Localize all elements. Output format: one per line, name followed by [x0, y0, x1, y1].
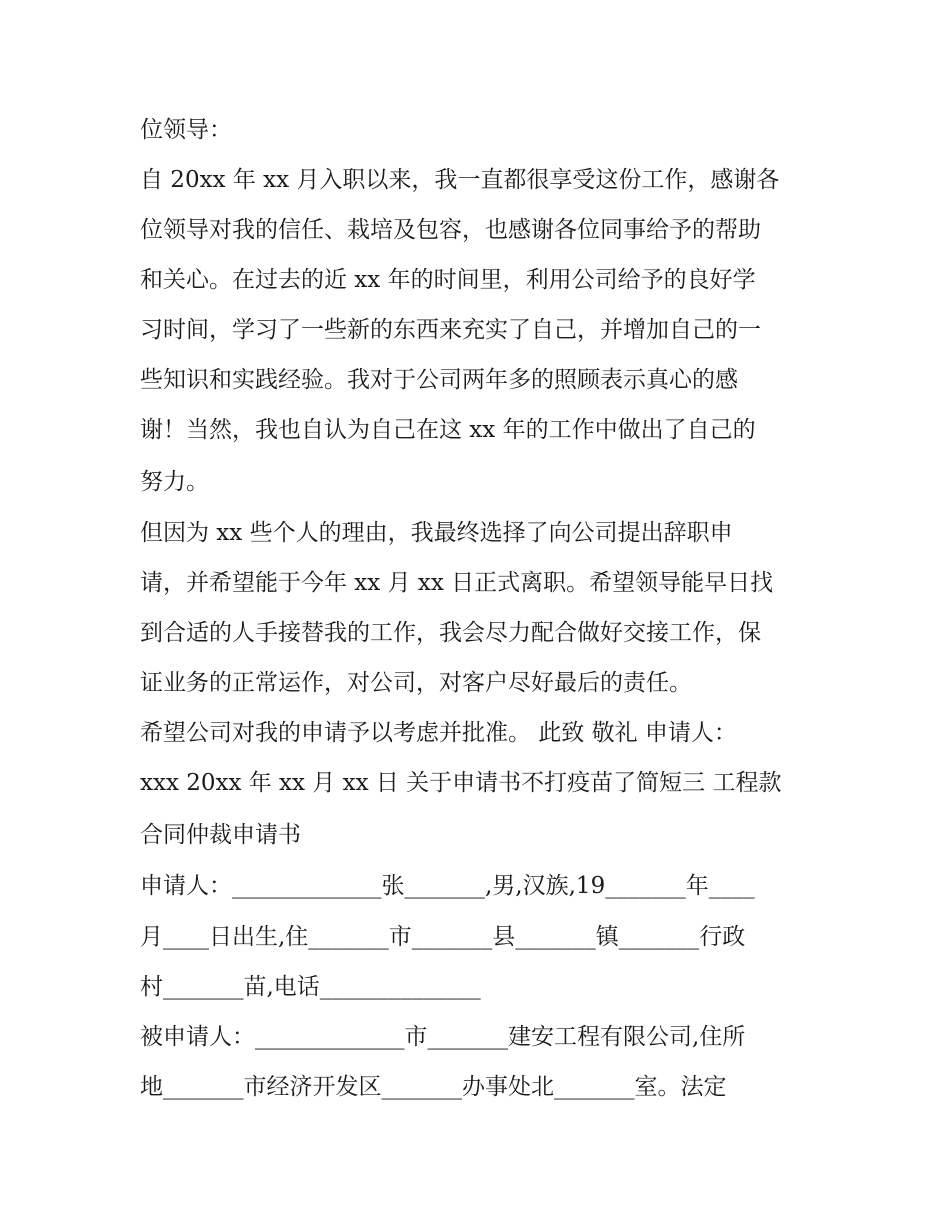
text-line: 习时间，学习了一些新的东西来充实了自己，并增加自己的一	[140, 317, 761, 343]
text-line: 些知识和实践经验。我对于公司两年多的照顾表示真心的感	[140, 367, 738, 393]
text-line: 合同仲裁申请书	[140, 822, 301, 848]
text-line: 请，并希望能于今年 xx 月 xx 日正式离职。希望领导能早日找	[140, 570, 774, 596]
text-line: 被申请人：_____________市_______建安工程有限公司,住所	[140, 1024, 746, 1050]
text-line: xxx 20xx 年 xx 月 xx 日 关于申请书不打疫苗了简短三 工程款	[140, 770, 782, 796]
text-line: 谢！当然，我也自认为自己在这 xx 年的工作中做出了自己的	[140, 417, 756, 443]
text-line: 证业务的正常运作，对公司，对客户尽好最后的责任。	[140, 670, 692, 696]
text-line: 自 20xx 年 xx 月入职以来，我一直都很享受这份工作，感谢各	[140, 167, 780, 193]
text-line: 村_______苗,电话______________	[140, 974, 481, 1000]
text-line: 希望公司对我的申请予以考虑并批准。 此致 敬礼 申请人：	[140, 720, 737, 746]
text-line: 位领导：	[140, 117, 232, 143]
text-line: 到合适的人手接替我的工作，我会尽力配合做好交接工作，保	[140, 620, 761, 646]
text-line: 但因为 xx 些个人的理由，我最终选择了向公司提出辞职申	[140, 520, 733, 546]
text-line: 地_______市经济开发区_______办事处北_______室。法定	[140, 1074, 727, 1100]
text-line: 月____日出生,住_______市_______县_______镇_______行政	[140, 924, 746, 950]
text-line: 努力。	[140, 469, 209, 495]
text-line: 位领导对我的信任、栽培及包容，也感谢各位同事给予的帮助	[140, 217, 761, 243]
text-line: 申请人：_____________张_______,男,汉族,19_______年____	[140, 873, 755, 899]
text-line: 和关心。在过去的近 xx 年的时间里，利用公司给予的良好学	[140, 267, 756, 293]
